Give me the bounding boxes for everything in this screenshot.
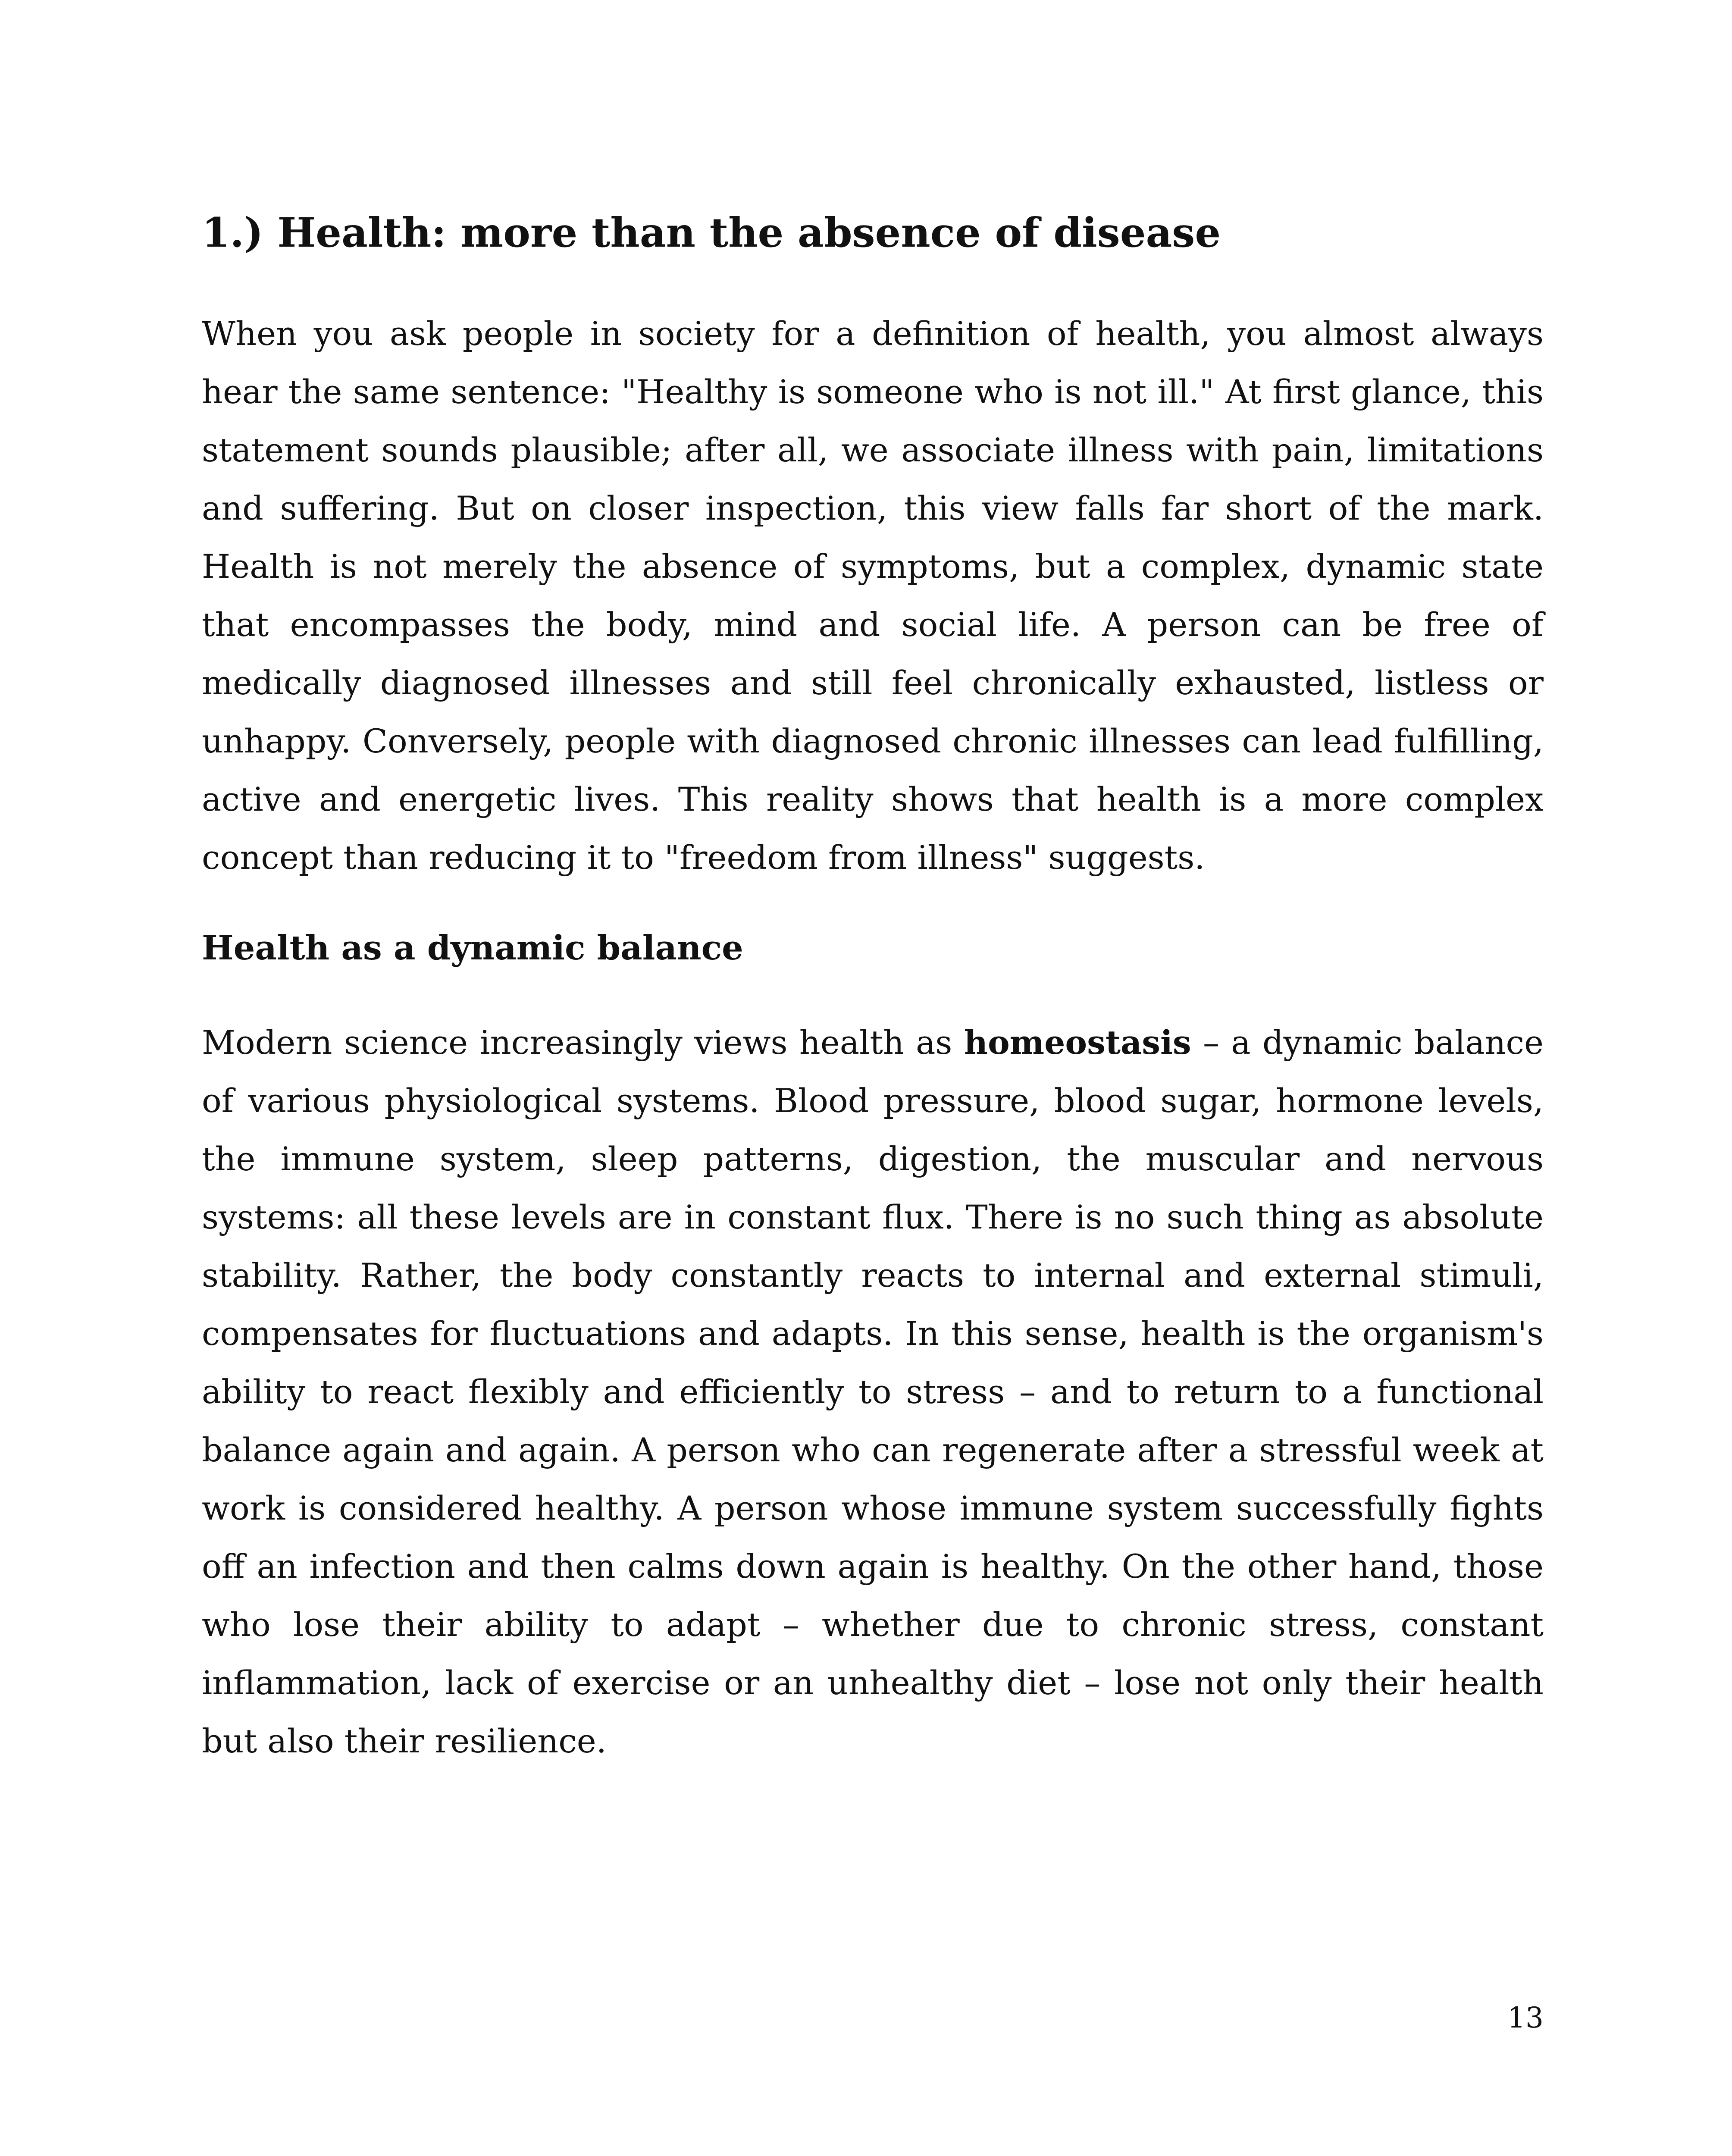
chapter-title: 1.) Health: more than the absence of disease: [202, 209, 1221, 257]
paragraph-health-definition: When you ask people in society for a definition of health, you almost always hear the same sentence: "Healthy is someone who is not ill." At first glance, this statement sounds plausible; after all, we associate illness with pain, limitations and suffering. But on closer inspection, this view falls far short of the mark. Health is not merely the absence of symptoms, but a complex, dynamic state that encompasses the body, mind and social life. A person can be free of medically diagnosed illnesses and still feel chronically exhausted, listless or unhappy. Conversely, people with diagnosed chronic illnesses can lead fulfilling, active and energetic lives. This reality shows that health is a more complex concept than reducing it to "freedom from illness" suggests.: [202, 314, 1544, 877]
page-content: [202, 203, 1544, 1770]
paragraph-rest-text: – a dynamic balance of various physiological systems. Blood pressure, blood sugar, hormone levels, the immune system, sleep patterns, digestion, the muscular and nervous systems: all these levels are in constant flux. There is no such thing as absolute stability. Rather, the body constantly reacts to internal and external stimuli, compensates for fluctuations and adapts. In this sense, health is the organism's ability to react flexibly and efficiently to stress – and to return to a functional balance again and again. A person who can regenerate after a stressful week at work is considered healthy. A person whose immune system successfully fights off an infection and then calms down again is healthy. On the other hand, those who lose their ability to adapt – whether due to chronic stress, constant inflammation, lack of exercise or an unhealthy diet – lose not only their health but also their resilience.: [202, 1023, 1544, 1760]
paragraph-dynamic-balance: [202, 1013, 1544, 1770]
paragraph-intro-text: Modern science increasingly views health as: [202, 1023, 964, 1062]
section-title: Health as a dynamic balance: [202, 928, 743, 968]
page-number: 13: [1507, 2001, 1544, 2034]
homeostasis-term: homeostasis: [964, 1023, 1191, 1062]
